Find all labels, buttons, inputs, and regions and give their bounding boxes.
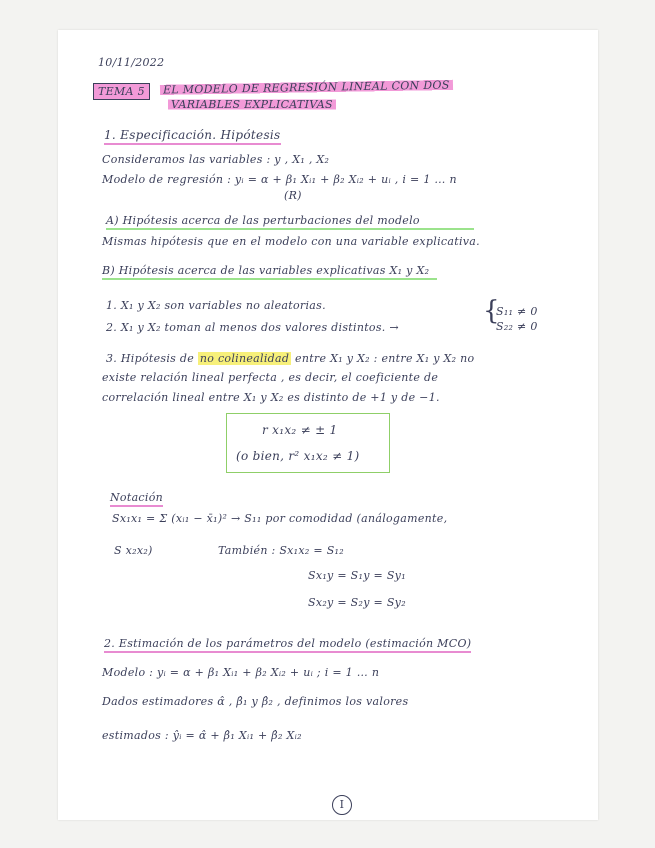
hypothesis-item-2: 2. X₁ y X₂ toman al menos dos valores distintos. → xyxy=(106,321,399,334)
page-number: I xyxy=(332,795,352,815)
brace-symbol: { xyxy=(483,296,500,326)
hypothesis-item-3: 3. Hipótesis de no colinealidad entre X₁ y X₂ : entre X₁ y X₂ no xyxy=(106,352,475,365)
boxed-condition xyxy=(226,413,390,473)
model-tag: (R) xyxy=(284,189,302,202)
section1-heading: 1. Especificación. Hipótesis xyxy=(104,128,281,142)
brace-line-2: S₂₂ ≠ 0 xyxy=(496,320,538,333)
subsection-a-text: Mismas hipótesis que en el modelo con una variable explicativa. xyxy=(102,235,480,248)
notation-line-1: Sx₁x₁ = Σ (xᵢ₁ − x̄₁)² → S₁₁ por comodidad (análogamente, xyxy=(112,512,448,525)
title-line-1: EL MODELO DE REGRESIÓN LINEAL CON DOS xyxy=(160,78,453,96)
brace-line-1: S₁₁ ≠ 0 xyxy=(496,305,538,318)
boxed-condition-line-1: r x₁x₂ ≠ ± 1 xyxy=(262,423,338,437)
notation-line-3: Sx₁y = S₁y = Sy₁ xyxy=(308,569,406,582)
subsection-a-heading: A) Hipótesis acerca de las perturbaciones del modelo xyxy=(106,214,474,227)
tema-label: TEMA 5 xyxy=(93,85,150,98)
boxed-condition-line-2: (o bien, r² x₁x₂ ≠ 1) xyxy=(236,449,360,463)
model-line: Modelo de regresión : yᵢ = α + β₁ Xᵢ₁ + β₂ Xᵢ₂ + uᵢ , i = 1 … n xyxy=(102,173,457,186)
variables-line: Consideramos las variables : y , X₁ , X₂ xyxy=(102,153,330,166)
notation-line-2-left: S x₂x₂) xyxy=(114,544,153,557)
subsection-b-heading: B) Hipótesis acerca de las variables explicativas X₁ y X₂ xyxy=(102,264,437,277)
notation-line-2-right: También : Sx₁x₂ = S₁₂ xyxy=(218,544,344,557)
section2-given-line: Dados estimadores α̂ , β̂₁ y β̂₂ , definimos los valores xyxy=(102,695,409,708)
no-collinearity-highlight: no colinealidad xyxy=(199,352,290,365)
section2-heading: 2. Estimación de los parámetros del modelo (estimación MCO) xyxy=(104,637,471,650)
date-text: 10/11/2022 xyxy=(98,56,165,69)
hypothesis-item-3-line-2: existe relación lineal perfecta , es decir, el coeficiente de xyxy=(102,371,439,384)
notation-line-4: Sx₂y = S₂y = Sy₂ xyxy=(308,596,406,609)
hypothesis-item-1: 1. X₁ y X₂ son variables no aleatorias. xyxy=(106,299,326,312)
section2-estimated-line: estimados : ŷᵢ = α̂ + β̂₁ Xᵢ₁ + β̂₂ Xᵢ₂ xyxy=(102,729,302,742)
section2-model-line: Modelo : yᵢ = α + β₁ Xᵢ₁ + β₂ Xᵢ₂ + uᵢ ; i = 1 … n xyxy=(102,666,380,679)
title-line-2: VARIABLES EXPLICATIVAS xyxy=(168,98,336,111)
notation-heading: Notación xyxy=(110,491,163,504)
hypothesis-item-3-line-3: correlación lineal entre X₁ y X₂ es distinto de +1 y de −1. xyxy=(102,391,440,404)
